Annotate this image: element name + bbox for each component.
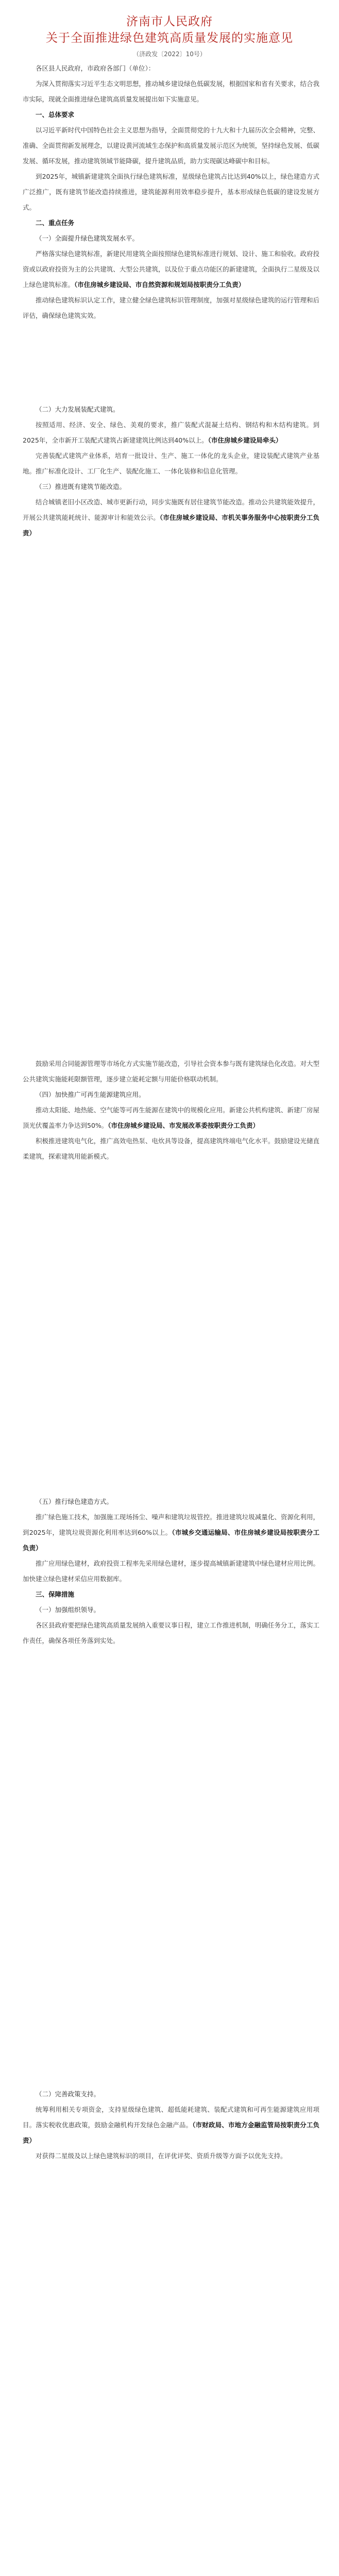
paragraph-text: 完善装配式建筑产业体系，培育一批设计、生产、施工一体化的龙头企业，建设装配式建筑产业基地。推广标准化设计、工厂化生产、装配化施工、一体化装修和信息化管理。 (23, 452, 319, 475)
issuing-authority: 济南市人民政府 (126, 15, 213, 28)
sub-heading (23, 1494, 319, 1510)
paragraph-text: 推动绿色建筑标识认定工作，建立健全绿色建筑标识管理制度，加强对星级绿色建筑的运行管理和后评估，确保绿色建筑实效。 (23, 296, 319, 319)
body-paragraph (23, 1103, 319, 1133)
paragraph-text: （二）完善政策支持。 (36, 2090, 100, 2098)
paragraph-text: 到2025年，城镇新建建筑全面执行绿色建筑标准，星级绿色建筑占比达到40%以上，绿色建造方式广泛推广，既有建筑节能改造持续推进，建筑能源利用效率稳步提升，基本形成绿色低碳的建设发展方式。 (23, 173, 319, 211)
paragraph-text: 二、重点任务 (36, 219, 75, 227)
text-section (23, 61, 319, 324)
text-section (23, 2087, 319, 2164)
body-paragraph (23, 2148, 319, 2164)
sub-heading (23, 479, 319, 495)
paragraph-text: 积极推进建筑电气化，推广高效电热泵、电炊具等设备，提高建筑终端电气化水平。鼓励建设光储直柔建筑，探索建筑用能新模式。 (23, 1137, 319, 1160)
body-paragraph (23, 448, 319, 479)
text-section (23, 1494, 319, 1649)
body-paragraph (23, 246, 319, 293)
text-section (23, 1056, 319, 1164)
section-heading (23, 107, 319, 123)
sub-heading (23, 1087, 319, 1103)
document-title: 关于全面推进绿色建筑高质量发展的实施意见 (46, 31, 293, 45)
sub-heading (23, 402, 319, 417)
paragraph-text: 一、总体要求 (36, 111, 75, 118)
body-paragraph (23, 76, 319, 107)
body-paragraph (23, 1618, 319, 1649)
body-paragraph (23, 417, 319, 448)
responsible-department: （市住房城乡建设局牵头） (208, 436, 282, 444)
sub-heading (23, 1602, 319, 1618)
paragraph-text: （一）全面提升绿色建筑发展水平。 (36, 234, 139, 242)
body-paragraph (23, 2102, 319, 2148)
body-paragraph (23, 1133, 319, 1164)
responsible-department: （市住房城乡建设局、市自然资源和规划局按职责分工负责） (74, 281, 245, 289)
paragraph-text: （四）加快推广可再生能源建筑应用。 (36, 1091, 145, 1098)
body-paragraph (23, 293, 319, 324)
responsible-department: （市财政局、市地方金融监管局按职责分工负责） (23, 2121, 319, 2144)
paragraph-text: 推广应用绿色建材，政府投资工程率先采用绿色建材，逐步提高城镇新建建筑中绿色建材应用比例。加快建立绿色建材采信应用数据库。 (23, 1560, 319, 1583)
sub-heading (23, 2087, 319, 2102)
body-paragraph (23, 123, 319, 169)
section-heading (23, 1587, 319, 1602)
responsible-department: （市城乡交通运输局、市住房城乡建设局按职责分工负责） (23, 1529, 319, 1552)
paragraph-text: 推动太阳能、地热能、空气能等可再生能源在建筑中的规模化应用。新建公共机构建筑、新建厂房屋顶光伏覆盖率力争达到50%。 (23, 1106, 319, 1129)
paragraph-text: 结合城镇老旧小区改造、城市更新行动，同步实施既有居住建筑节能改造。推动公共建筑能效提升，开展公共建筑能耗统计、能源审计和能效公示。 (23, 498, 319, 521)
paragraph-text: 各区县政府要把绿色建筑高质量发展纳入重要议事日程，建立工作推进机制，明确任务分工，落实工作责任，确保各项任务落到实处。 (23, 1621, 319, 1645)
paragraph-text: 统筹利用相关专项资金，支持星级绿色建筑、超低能耗建筑、装配式建筑和可再生能源建筑应用项目。落实税收优惠政策，鼓励金融机构开发绿色金融产品。 (23, 2106, 319, 2129)
body-paragraph (23, 169, 319, 215)
paragraph-text: 推广绿色施工技术，加强施工现场扬尘、噪声和建筑垃圾管控。推进建筑垃圾减量化、资源化利用，到2025年，建筑垃圾资源化利用率达到60%以上。 (23, 1513, 319, 1536)
paragraph-text: （二）大力发展装配式建筑。 (36, 405, 120, 413)
paragraph-text: 三、保障措施 (36, 1590, 75, 1598)
paragraph-text: 各区县人民政府，市政府各部门（单位）： (36, 64, 155, 72)
paragraph-text: 为深入贯彻落实习近平生态文明思想，推动城乡建设绿色低碳发展，根据国家和省有关要求，结合我市实际，现就全面推进绿色建筑高质量发展提出如下实施意见。 (23, 80, 319, 103)
body-paragraph (23, 1510, 319, 1556)
body-paragraph (23, 495, 319, 541)
responsible-department: （市住房城乡建设局、市机关事务服务中心按职责分工负责） (23, 514, 319, 537)
document-number: （济政发〔2022〕10号） (133, 50, 206, 58)
paragraph-text: 对获得二星级及以上绿色建筑标识的项目，在评优评奖、资质升级等方面予以优先支持。 (36, 2152, 287, 2160)
responsible-department: （市住房城乡建设局、市发展改革委按职责分工负责） (108, 1122, 260, 1129)
body-paragraph (23, 1556, 319, 1587)
paragraph-text: 按照适用、经济、安全、绿色、美观的要求，推广装配式混凝土结构、钢结构和木结构建筑。到2025年，全市新开工装配式建筑占新建建筑比例达到40%以上。 (23, 421, 319, 444)
paragraph-text: 鼓励采用合同能源管理等市场化方式实施节能改造，引导社会资本参与既有建筑绿色化改造。对大型公共建筑实施能耗限额管理，逐步建立能耗定额与用能价格联动机制。 (23, 1060, 319, 1083)
paragraph-text: （一）加强组织领导。 (36, 1606, 100, 1614)
text-section (23, 402, 319, 541)
paragraph-text: 严格落实绿色建筑标准，新建民用建筑全面按照绿色建筑标准进行规划、设计、施工和验收。政府投资或以政府投资为主的公共建筑、大型公共建筑，以及位于重点功能区的新建建筑，全面执行二星级及以上绿色建筑标准。 (23, 250, 319, 289)
document-header (0, 0, 339, 59)
paragraph-text: （五）推行绿色建造方式。 (36, 1498, 113, 1505)
body-paragraph (23, 1056, 319, 1087)
section-heading (23, 215, 319, 231)
paragraph-text: （三）推进既有建筑节能改造。 (36, 483, 126, 490)
paragraph-text: 以习近平新时代中国特色社会主义思想为指导，全面贯彻党的十九大和十九届历次全会精神，完整、准确、全面贯彻新发展理念，以建设黄河流域生态保护和高质量发展示范区为统领，坚持绿色发展、低碳发展、循环发展，推动建筑领域节能降碳，提升建筑品质，助力实现碳达峰碳中和目标。 (23, 126, 319, 165)
body-paragraph (23, 61, 319, 76)
sub-heading (23, 231, 319, 246)
